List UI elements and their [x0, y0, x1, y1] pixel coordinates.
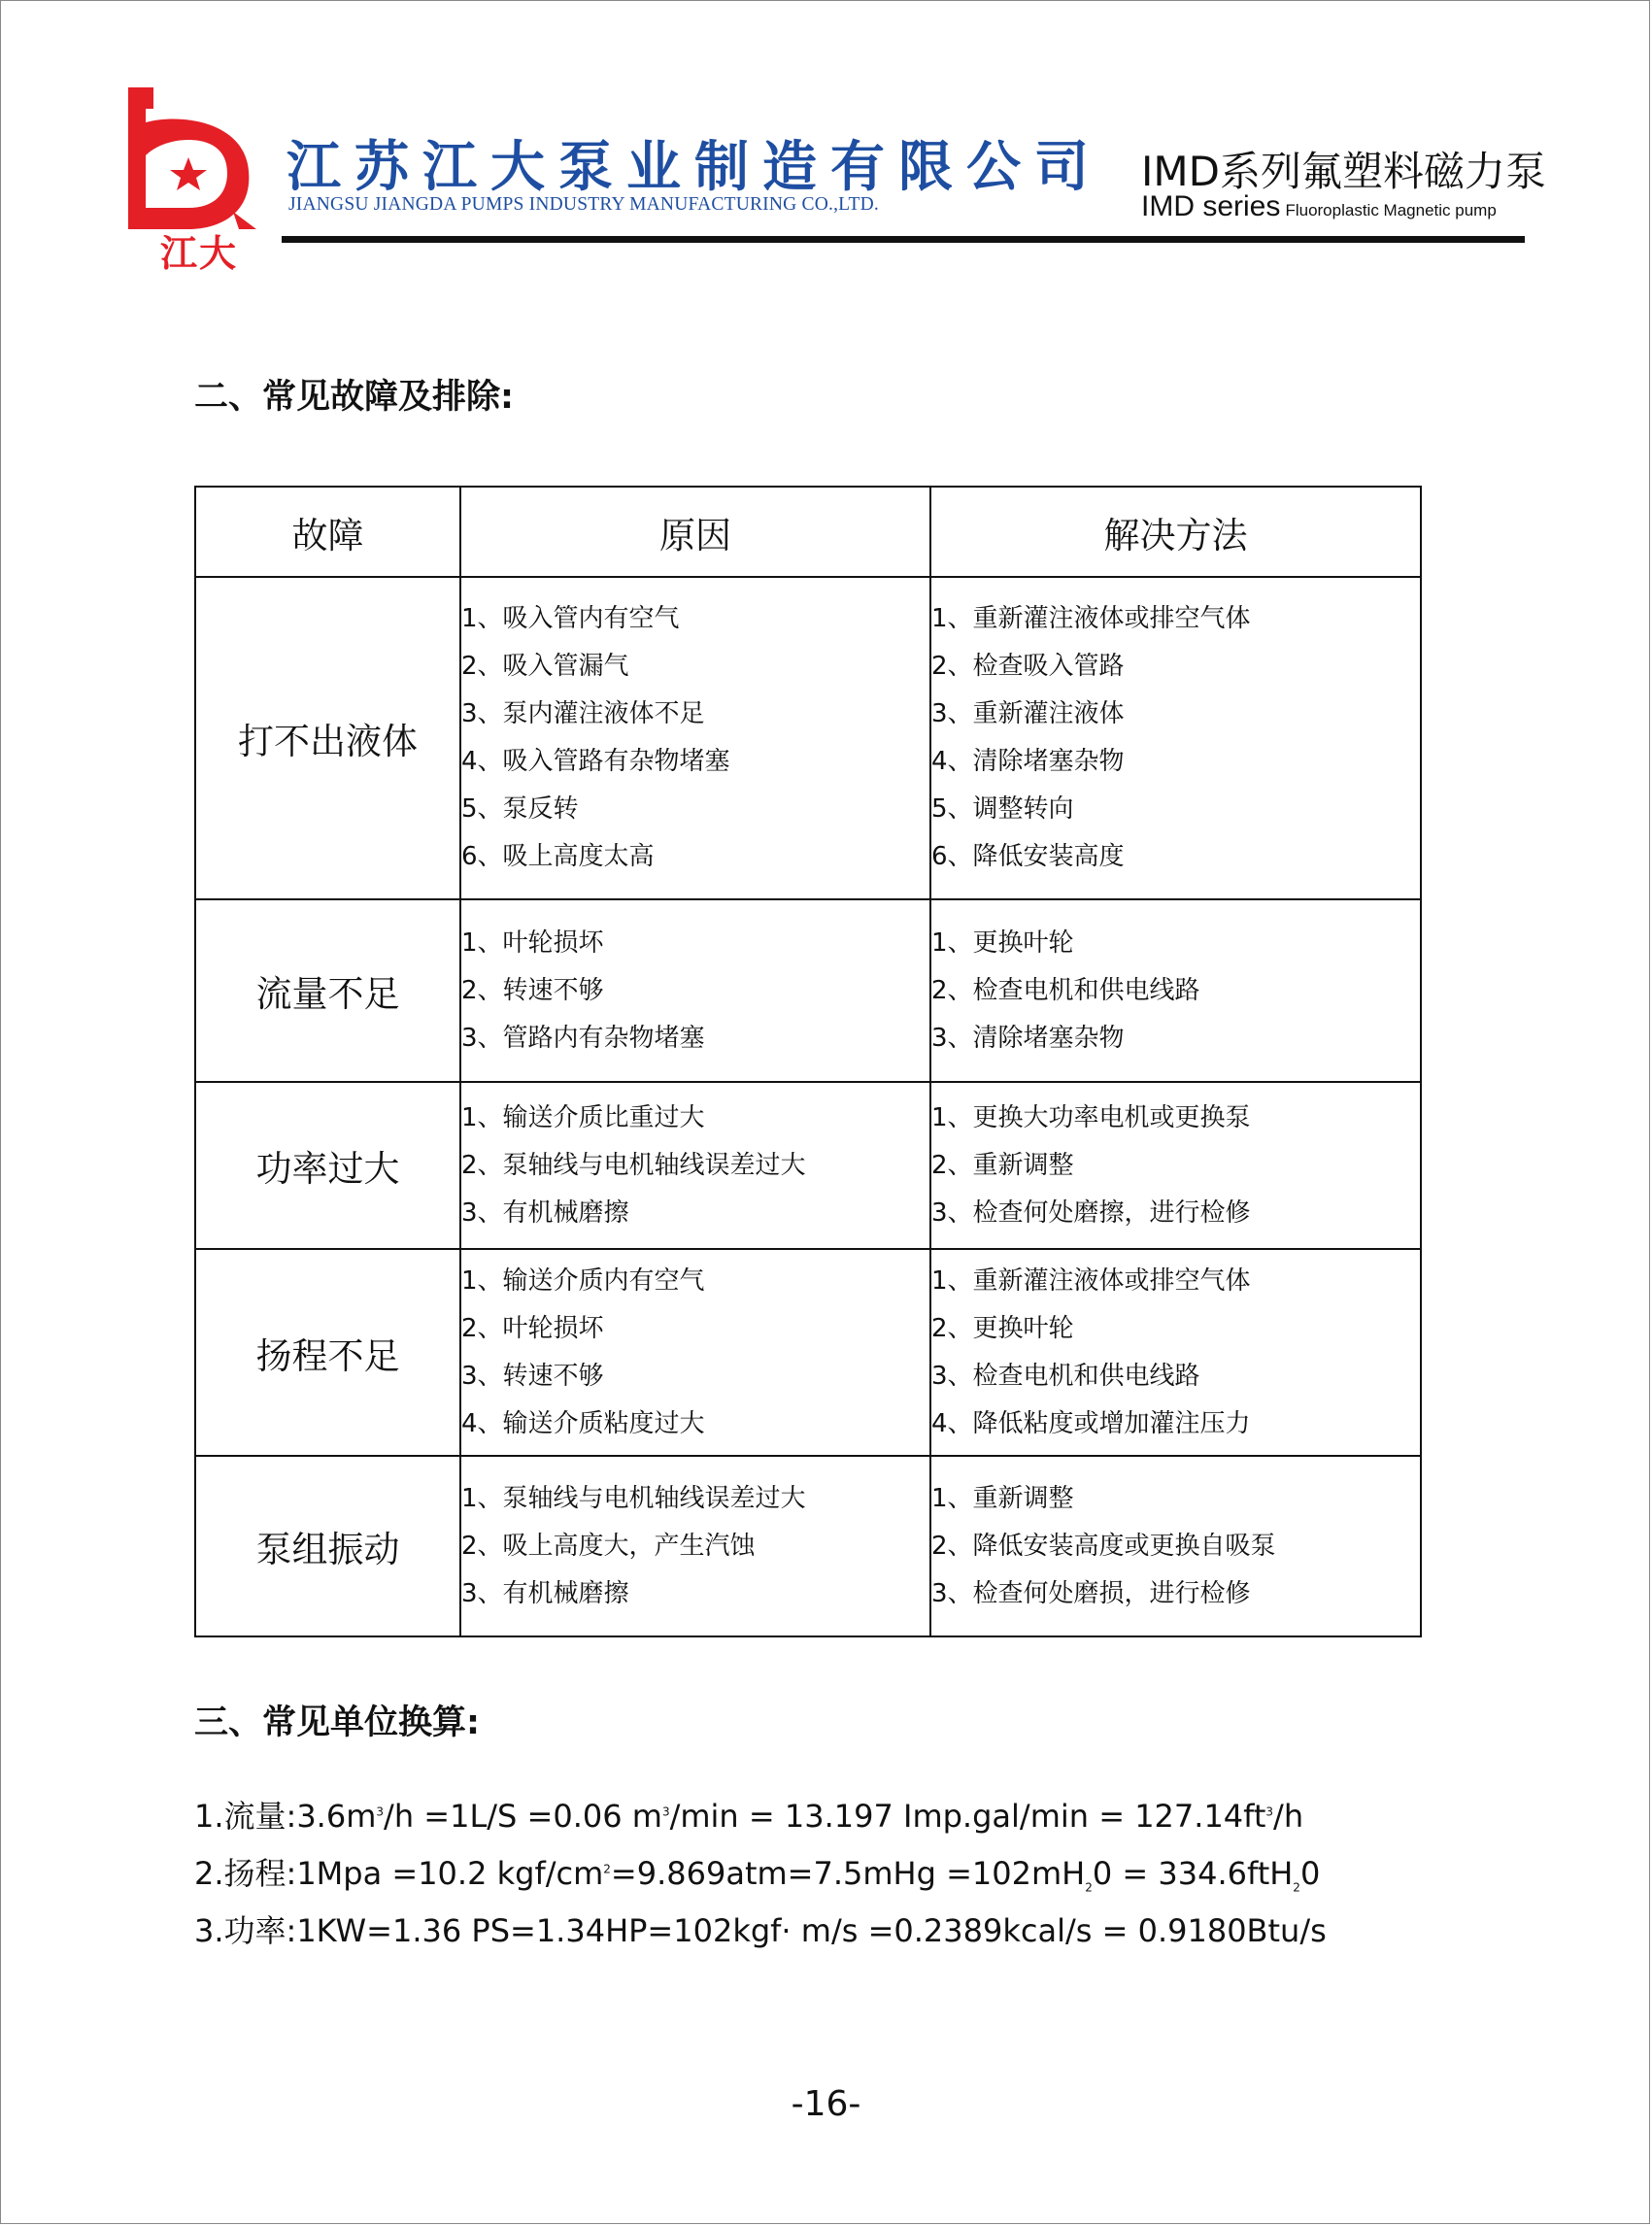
cause-list [460, 577, 930, 899]
table-row [195, 1082, 1421, 1249]
cause-list [460, 899, 930, 1082]
cause-item: 3、泵内灌注液体不足 [461, 699, 705, 728]
cause-item: 2、叶轮损坏 [461, 1313, 604, 1343]
solution-item: 2、检查吸入管路 [931, 652, 1125, 681]
cause-item: 6、吸上高度太高 [461, 842, 655, 871]
solution-item: 5、调整转向 [931, 794, 1074, 824]
fault-name: 打不出液体 [195, 577, 460, 899]
fault-name: 功率过大 [195, 1082, 460, 1249]
solution-item: 2、降低安装高度或更换自吸泵 [931, 1531, 1276, 1561]
cause-list [460, 1456, 930, 1636]
header-divider [282, 236, 1525, 243]
cause-item: 1、叶轮损坏 [461, 928, 604, 958]
solution-list [930, 899, 1421, 1082]
cause-item: 1、泵轴线与电机轴线误差过大 [461, 1483, 806, 1513]
conversion-power: 3.功率:1KW=1.36 PS=1.34HP=102kgf· m/s =0.2389kcal/s = 0.9180Btu/s [194, 1912, 1327, 1949]
cause-list [460, 1082, 930, 1249]
cause-item: 4、输送介质粘度过大 [461, 1408, 705, 1438]
table-header-row [195, 487, 1421, 577]
section-title-units: 三、常见单位换算: [194, 1703, 480, 1742]
cause-item: 3、有机械磨擦 [461, 1197, 629, 1228]
solution-item: 3、检查电机和供电线路 [931, 1361, 1200, 1391]
solution-item: 1、更换大功率电机或更换泵 [931, 1102, 1251, 1132]
cause-item: 4、吸入管路有杂物堵塞 [461, 747, 730, 776]
solution-item: 2、检查电机和供电线路 [931, 975, 1200, 1005]
cause-item: 3、转速不够 [461, 1361, 604, 1391]
cause-item: 1、吸入管内有空气 [461, 604, 680, 633]
cause-item: 5、泵反转 [461, 794, 579, 824]
fault-name: 扬程不足 [195, 1249, 460, 1456]
solution-list [930, 1456, 1421, 1636]
solution-list [930, 1249, 1421, 1456]
solution-item: 2、更换叶轮 [931, 1313, 1074, 1343]
cause-item: 3、管路内有杂物堵塞 [461, 1023, 705, 1053]
conversion-head: 2.扬程:1Mpa =10.2 kgf/$cm^2=9.869atm=7.5mHg =102mH_20 = 334.6ftH_20$ [194, 1855, 1321, 1895]
solution-item: 1、重新灌注液体或排空气体 [931, 1265, 1251, 1296]
fault-table [194, 486, 1422, 1637]
solution-list [930, 577, 1421, 899]
solution-item: 3、检查何处磨擦，进行检修 [931, 1197, 1251, 1228]
cause-list [460, 1249, 930, 1456]
solution-item: 1、更换叶轮 [931, 928, 1074, 958]
table-row [195, 899, 1421, 1082]
cause-item: 2、吸上高度大，产生汽蚀 [461, 1531, 756, 1561]
series-en-main: IMD series [1141, 190, 1281, 222]
cause-item: 3、有机械磨擦 [461, 1578, 629, 1608]
solution-item: 1、重新调整 [931, 1483, 1074, 1513]
solution-item: 4、降低粘度或增加灌注压力 [931, 1408, 1251, 1438]
series-en-sub: Fluoroplastic Magnetic pump [1285, 201, 1497, 219]
product-series-en [1141, 190, 1497, 223]
solution-item: 6、降低安装高度 [931, 842, 1125, 871]
cause-item: 1、输送介质比重过大 [461, 1102, 705, 1132]
cause-item: 1、输送介质内有空气 [461, 1265, 705, 1296]
table-row [195, 1456, 1421, 1636]
fault-name: 流量不足 [195, 899, 460, 1082]
solution-item: 1、重新灌注液体或排空气体 [931, 604, 1251, 633]
logo-text: 江大 [160, 232, 239, 275]
cause-item: 2、吸入管漏气 [461, 652, 629, 681]
company-name-cn: 江苏江大泵业制造有限公司 [287, 135, 1102, 199]
section-title-faults: 二、常见故障及排除: [194, 378, 514, 417]
solution-item: 4、清除堵塞杂物 [931, 747, 1125, 776]
page-number: -16- [791, 2084, 861, 2124]
solution-item: 3、清除堵塞杂物 [931, 1023, 1125, 1053]
conversion-flow: 1.流量$:3.6m^3/h =1L/S =0.06$ $m^3/\min = 13.197$ $Imp.gal/\min = 127.14ft^3/h$ [194, 1798, 1304, 1835]
cause-item: 2、泵轴线与电机轴线误差过大 [461, 1150, 806, 1180]
column-header-cause: 原因 [460, 487, 930, 577]
solution-item: 3、检查何处磨损，进行检修 [931, 1578, 1251, 1608]
table-row [195, 577, 1421, 899]
solution-item: 3、重新灌注液体 [931, 699, 1125, 728]
column-header-solution: 解决方法 [930, 487, 1421, 577]
solution-list [930, 1082, 1421, 1249]
column-header-fault: 故障 [195, 487, 460, 577]
product-series-cn: IMD系列氟塑料磁力泵 [1141, 148, 1546, 195]
solution-item: 2、重新调整 [931, 1150, 1074, 1180]
cause-item: 2、转速不够 [461, 975, 604, 1005]
fault-name: 泵组振动 [195, 1456, 460, 1636]
table-row [195, 1249, 1421, 1456]
company-name-en: JIANGSU JIANGDA PUMPS INDUSTRY MANUFACTURING CO.,LTD. [288, 194, 879, 215]
